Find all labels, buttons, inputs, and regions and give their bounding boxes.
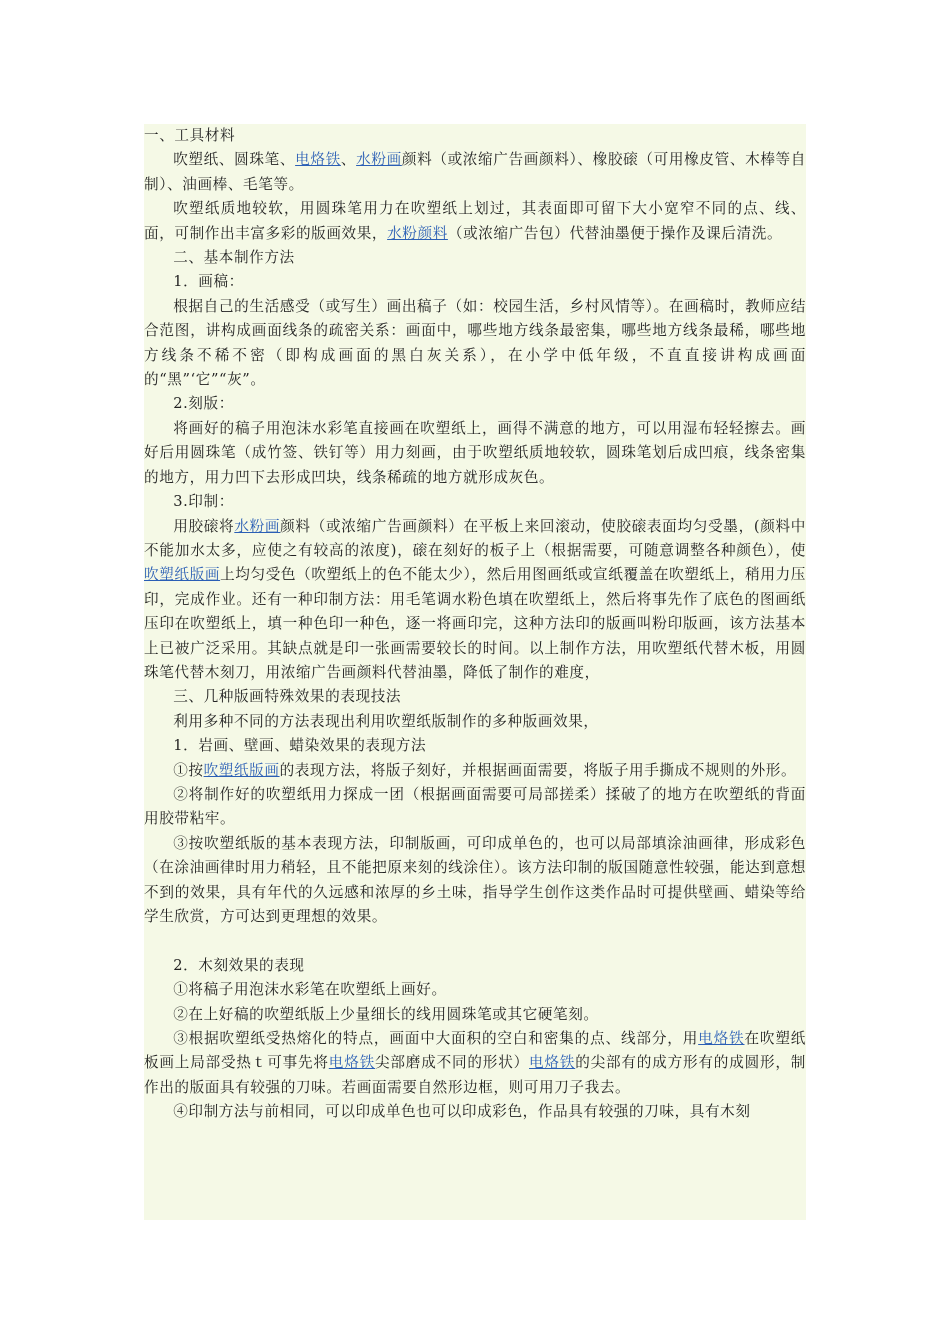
paragraph xyxy=(144,734,806,758)
inline-link[interactable]: 电烙铁 xyxy=(529,1054,576,1072)
paragraph xyxy=(144,954,806,978)
paragraph xyxy=(144,490,806,514)
paragraph xyxy=(144,1027,806,1100)
paragraph xyxy=(144,515,806,686)
text-run: 三、几种版画特殊效果的表现技法 xyxy=(173,688,402,706)
text-run: 的表现方法，将版子刻好，并根据画面需要，将版子用手撕成不规则的外形。 xyxy=(279,761,797,779)
text-run: ③根据吹塑纸受热熔化的特点，画面中大面积的空白和密集的点、线部分，用 xyxy=(173,1030,699,1048)
text-run: 二、基本制作方法 xyxy=(173,249,295,267)
text-run: 吹塑纸、圆珠笔、 xyxy=(173,151,296,169)
paragraph xyxy=(144,783,806,832)
paragraph xyxy=(144,685,806,709)
text-run: 根据自己的生活感受（或写生）画出稿子（如：校园生活，乡村风情等）。在画稿时，教师应结合范图，讲构成画面线条的疏密关系：画面中，哪些地方线条最密集，哪些地方线条最稀，哪些地方线条不稀不密（即构成画面的黑白灰关系），在小学中低年级，不直直接讲构成画面的“黑”‘它”“灰”。 xyxy=(144,297,806,389)
text-run: 利用多种不同的方法表现出利用吹塑纸版制作的多种版画效果， xyxy=(173,712,599,730)
text-run: ①按 xyxy=(173,761,204,779)
text-run: 2.刻版： xyxy=(173,395,234,413)
inline-link[interactable]: 电烙铁 xyxy=(295,151,341,169)
text-run: 上均匀受色（吹塑纸上的色不能太少），然后用图画纸或宣纸覆盖在吹塑纸上，稍用力压印，完成作业。还有一种印制方法：用毛笔调水粉色填在吹塑纸上，然后将事先作了底色的图画纸压印在吹塑纸上，填一种色印一种色，逐一将画印完，这种方法印的版画叫粉印版画，该方法基本上已被广泛采用。其缺点就是印一张画需要较长的时间。以上制作方法，用吹塑纸代替木板，用圆珠笔代替木刻刀，用浓缩广告画颜料代替油墨，降低了制作的难度， xyxy=(144,566,806,681)
text-run: 吹塑纸质地较软，用圆珠笔用力在吹塑纸上划过，其表面即可留下大小宽窄不同的点、线、面，可制作出丰富多彩的版画效果， xyxy=(144,200,806,242)
paragraph xyxy=(144,832,806,930)
paragraph xyxy=(144,270,806,294)
text-run: （或浓缩广告包）代替油墨便于操作及课后清洗。 xyxy=(447,224,783,242)
inline-link[interactable]: 水粉颜料 xyxy=(387,224,448,242)
text-run: 用胶磙将 xyxy=(173,517,235,535)
paragraph xyxy=(144,124,806,148)
inline-link[interactable]: 水粉画 xyxy=(356,151,402,169)
paragraph xyxy=(144,197,806,246)
paragraph xyxy=(144,295,806,393)
text-run: 尖部磨成不同的形状） xyxy=(375,1054,529,1072)
paragraph xyxy=(144,759,806,783)
paragraph xyxy=(144,978,806,1002)
inline-link[interactable]: 电烙铁 xyxy=(328,1054,375,1072)
paragraph xyxy=(144,392,806,416)
inline-link[interactable]: 吹塑纸版画 xyxy=(203,761,280,779)
inline-link[interactable]: 水粉画 xyxy=(234,517,281,535)
paragraph xyxy=(144,1100,806,1124)
text-run: ②将制作好的吹塑纸用力探成一团（根据画面需要可局部搓柔）揉破了的地方在吹塑纸的背面用胶带粘牢。 xyxy=(144,785,806,828)
paragraph xyxy=(144,246,806,270)
inline-link[interactable]: 吹塑纸版画 xyxy=(144,566,221,584)
text-run: 的尖部有的成方形有的成圆形，制作出的版面具有较强的刀味。若画面需要自然形边框，则可用刀子我去。 xyxy=(144,1054,806,1096)
text-run: 一、工具材料 xyxy=(144,127,236,144)
blank-line xyxy=(144,929,806,953)
paragraph xyxy=(144,1003,806,1027)
text-run: 、 xyxy=(340,151,357,169)
paragraph xyxy=(144,710,806,734)
text-run: ②在上好稿的吹塑纸版上少量细长的线用圆珠笔或其它硬笔刻。 xyxy=(173,1005,599,1023)
paragraph xyxy=(144,148,806,197)
text-run: 将画好的稿子用泡沫水彩笔直接画在吹塑纸上，画得不满意的地方，可以用湿布轻轻擦去。画好后用圆珠笔（成竹签、铁钉等）用力刻画，由于吹塑纸质地较软，圆珠笔划后成凹痕，线条密集的地方，用力凹下去形成凹块，线条稀疏的地方就形成灰色。 xyxy=(144,419,806,486)
text-run: 2．木刻效果的表现 xyxy=(173,956,305,974)
text-run: ③按吹塑纸版的基本表现方法，印制版画，可印成单色的，也可以局部填涂油画律，形成彩色（在涂油画律时用力稍轻，且不能把原来刻的线涂住）。该方法印制的版国随意性较强，能达到意想不到的效果，具有年代的久远感和浓厚的乡土味，指导学生创作这类作品时可提供壁画、蜡染等给学生欣赏，方可达到更理想的效果。 xyxy=(144,834,806,925)
inline-link[interactable]: 电烙铁 xyxy=(698,1030,745,1048)
paragraph xyxy=(144,417,806,490)
text-run: 1．画稿： xyxy=(173,273,244,291)
text-run: ①将稿子用泡沫水彩笔在吹塑纸上画好。 xyxy=(173,981,447,999)
text-run: 颜料（或浓缩广告画颜料）在平板上来回滚动，使胶磙表面均匀受墨，(颜料中不能加水太多，应使之有较高的浓度)，磙在刻好的板子上（根据需要，可随意调整各种颜色），使 xyxy=(144,517,806,559)
text-run: 3.印制： xyxy=(173,493,234,511)
text-run: 在吹塑纸板画上局部受热ｔ可事先将 xyxy=(144,1030,806,1072)
document-body xyxy=(144,124,806,1220)
text-run: 颜料（或浓缩广告画颜料）、橡胶磙（可用橡皮管、木棒等自制）、油画棒、毛笔等。 xyxy=(144,151,806,193)
text-run: ④印制方法与前相同，可以印成单色也可以印成彩色，作品具有较强的刀味，具有木刻 xyxy=(173,1103,751,1121)
text-run: 1．岩画、壁画、蜡染效果的表现方法 xyxy=(173,737,427,755)
